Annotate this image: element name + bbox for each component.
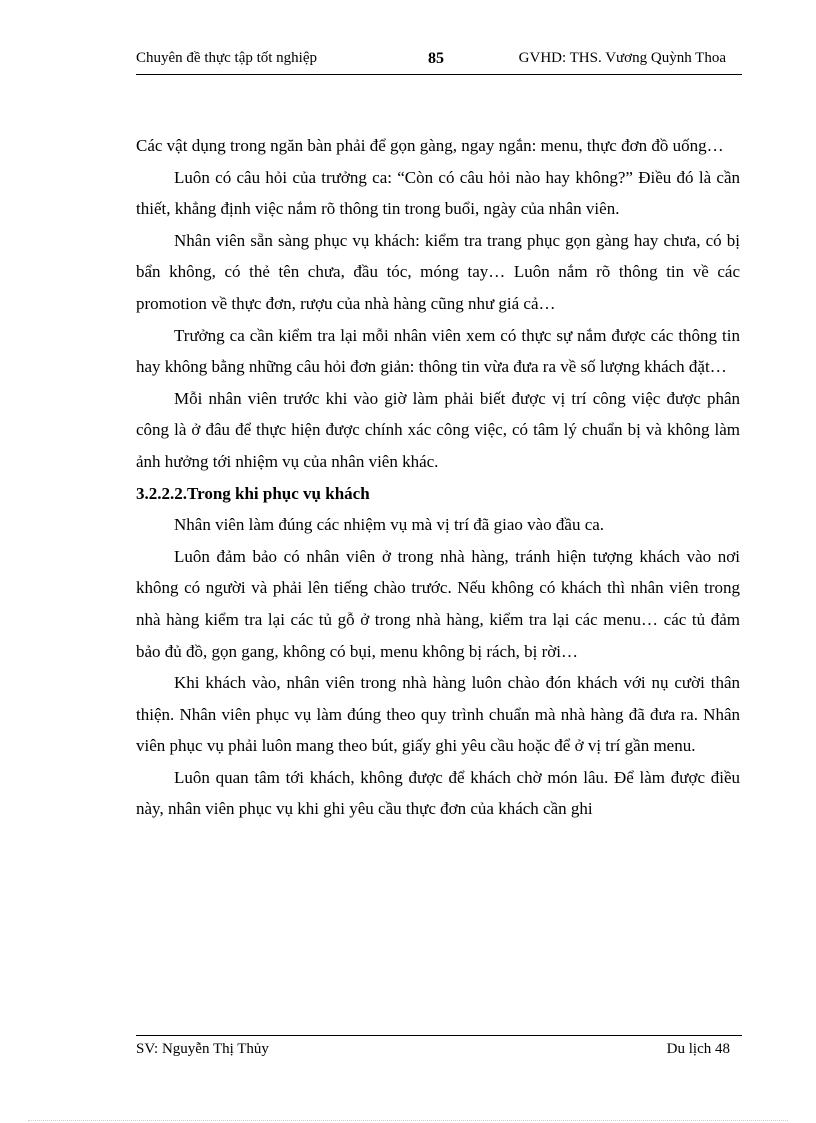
header-title: Chuyên đề thực tập tốt nghiệp bbox=[136, 50, 318, 66]
footer-class: Du lịch 48 bbox=[666, 1041, 730, 1057]
paragraph: Luôn đảm bảo có nhân viên ở trong nhà hàng, tránh hiện tượng khách vào nơi không có người và phải lên tiếng chào trước. Nếu không có khách thì nhân viên trong nhà hàng kiểm tra lại các tủ gỗ ở trong nhà hàng, kiểm tra lại các menu… các tủ đảm bảo đủ đồ, gọn gang, không có bụi, menu không bị rách, bị rời… bbox=[136, 546, 740, 661]
paragraph: Mỗi nhân viên trước khi vào giờ làm phải biết được vị trí công việc được phân công là ở đâu để thực hiện được chính xác công việc, có tâm lý chuẩn bị và không làm ảnh hưởng tới nhiệm vụ của nhân viên khác. bbox=[136, 388, 740, 471]
page-footer bbox=[136, 1035, 742, 1057]
paragraph: Trưởng ca cần kiểm tra lại mỗi nhân viên xem có thực sự nắm được các thông tin hay không bằng những câu hỏi đơn giản: thông tin vừa đưa ra về số lượng khách đặt… bbox=[136, 325, 740, 377]
paragraph: Luôn có câu hỏi của trưởng ca: “Còn có câu hỏi nào hay không?” Điều đó là cần thiết, khẳng định việc nắm rõ thông tin trong buổi, ngày của nhân viên. bbox=[136, 167, 740, 219]
section-heading: 3.2.2.2.Trong khi phục vụ khách bbox=[136, 483, 370, 503]
paragraph: Các vật dụng trong ngăn bàn phải để gọn gàng, ngay ngắn: menu, thực đơn đồ uống… bbox=[136, 136, 724, 155]
footer-student: SV: Nguyễn Thị Thủy bbox=[136, 1041, 269, 1057]
paragraph: Nhân viên làm đúng các nhiệm vụ mà vị trí đã giao vào đầu ca. bbox=[174, 515, 605, 535]
page-header bbox=[136, 48, 742, 75]
page-edge-divider bbox=[28, 1120, 788, 1121]
paragraph: Khi khách vào, nhân viên trong nhà hàng luôn chào đón khách với nụ cười thân thiện. Nhân viên phục vụ làm đúng theo quy trình chuẩn mà nhà hàng đã đưa ra. Nhân viên phục vụ phải luôn mang theo bút, giấy ghi yêu cầu hoặc để ở vị trí gần menu. bbox=[136, 673, 740, 756]
header-advisor: GVHD: THS. Vương Quỳnh Thoa bbox=[518, 50, 726, 66]
paragraph: Nhân viên sẵn sàng phục vụ khách: kiểm tra trang phục gọn gàng hay chưa, có bị bẩn không, có thẻ tên chưa, đầu tóc, móng tay… Luôn nắm rõ thông tin về các promotion về thực đơn, rượu của nhà hàng cũng như giá cả… bbox=[136, 230, 740, 313]
paragraph: Luôn quan tâm tới khách, không được để khách chờ món lâu. Để làm được điều này, nhân viên phục vụ khi ghi yêu cầu thực đơn của khách cần ghi bbox=[136, 767, 740, 819]
page-number: 85 bbox=[428, 50, 444, 67]
document-body bbox=[136, 130, 740, 825]
